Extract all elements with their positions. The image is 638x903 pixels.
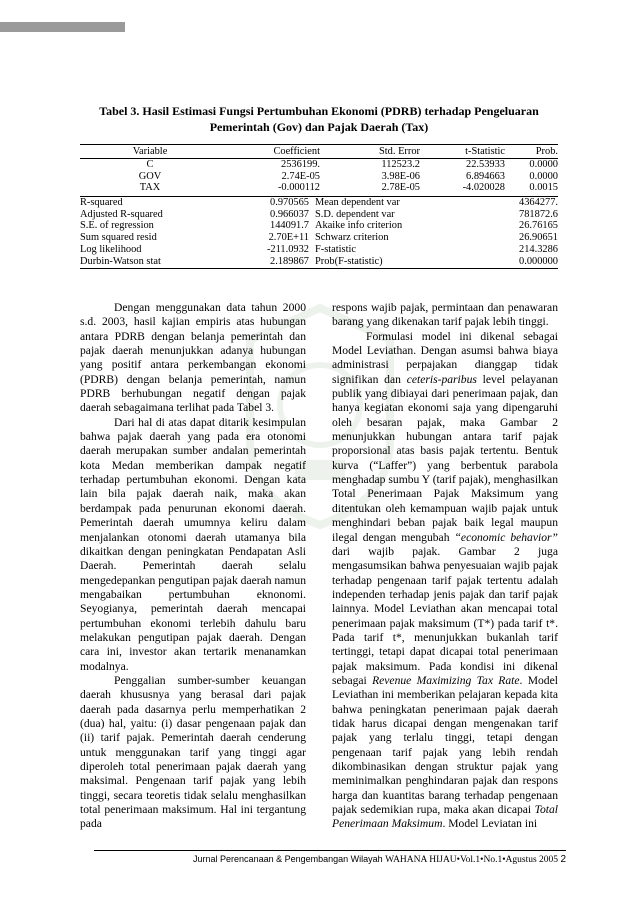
summary-label-right: Mean dependent var: [315, 196, 400, 208]
cell-std-error: 3.98E-06: [381, 170, 420, 182]
header-t-statistic: t-Statistic: [465, 146, 505, 157]
table-bottom-rule: [80, 268, 558, 269]
summary-value-left: 2.70E+11: [268, 232, 309, 244]
right-paragraph-2: [332, 330, 558, 832]
summary-value-right: 26.76165: [519, 220, 558, 232]
right-text-column: [332, 301, 558, 832]
italic-revenue-maximizing: Revenue Maximizing Tax Rate: [372, 673, 520, 687]
page-number: 2: [560, 854, 566, 865]
left-text-column: [80, 301, 306, 832]
summary-value-left: 0.970565: [270, 196, 309, 208]
cell-t-statistic: -4.020028: [462, 182, 505, 194]
cell-t-statistic: 22.53933: [466, 159, 505, 170]
summary-row: [80, 220, 558, 232]
summary-label-right: Schwarz criterion: [315, 232, 389, 244]
cell-coefficient: 2.74E-05: [281, 170, 320, 182]
summary-value-left: 0.966037: [270, 208, 309, 220]
page-footer: [94, 853, 566, 866]
summary-row: [80, 244, 558, 256]
italic-total-penerimaan: Total Penerimaan Maksimum: [332, 803, 558, 831]
cell-std-error: 112523.2: [381, 159, 420, 170]
regression-table: [80, 144, 558, 269]
summary-label-left: S.E. of regression: [80, 220, 154, 232]
summary-label-left: R-squared: [80, 196, 123, 208]
footer-journal-name: WAHANA HIJAU: [385, 855, 457, 865]
table-row: [80, 182, 558, 194]
table-row: [80, 171, 558, 183]
table-header-row: [80, 145, 558, 158]
summary-row: [80, 232, 558, 244]
cell-variable: C: [146, 159, 154, 170]
header-coefficient: Coefficient: [273, 146, 320, 157]
italic-ceteris-paribus: ceteris-paribus: [406, 372, 477, 386]
summary-label-left: Durbin-Watson stat: [80, 255, 161, 267]
summary-value-right: 26.90651: [519, 232, 558, 244]
text-run: dari wajib pajak. Gambar 2 juga mengasumsikan bahwa penyesuaian wajib pajak terhadap pengenaan tarif pajak tertentu adalah independen terhadap jenis pajak dan tarif pajak lainnya. Model Leviathan akan mencapai total penerimaan pajak maksimum (T*) pada tarif t*. Pada tarif t*, menunjukkan bukanlah tarif tertinggi, tetapi dapat dicapai total penerimaan pajak maksimum. Pada kondisi ini dikenal sebagai: [332, 544, 558, 687]
cell-variable: TAX: [139, 182, 161, 194]
cell-coefficient: -0.000112: [277, 182, 320, 194]
summary-value-left: 2.189867: [270, 255, 309, 267]
summary-value-right: 214.3286: [519, 243, 558, 255]
summary-label-left: Adjusted R-squared: [80, 208, 163, 220]
table-row: [80, 159, 558, 171]
left-paragraph-2: Dari hal di atas dapat ditarik kesimpulan bahwa pajak daerah yang pada era otonomi daerah merupakan sumber andalan pemerintah kota Medan memberikan dampak negatif terhadap pertumbuhan ekonomi. Dengan kata lain bila pajak daerah naik, maka akan berdampak pada penurunan ekonomi daerah. Pemerintah daerah umumnya keliru dalam menjalankan otonomi daerah utamanya bila dikaitkan dengan peningkatan Pendapatan Asli Daerah. Pemerintah daerah selalu mengedepankan pengutipan pajak daerah namun mengabaikan pertumbuhan eknonomi. Seyogianya, pemerintah daerah mencapai pertumbuhan ekonomi terlebih dahulu baru melakukan pengutipan pajak daerah. Dengan cara ini, investor akan tertarik menanamkan modalnya.: [80, 415, 306, 673]
text-run: . Model Leviatan ini: [442, 817, 538, 831]
cell-prob: 0.0000: [529, 170, 558, 182]
cell-std-error: 2.78E-05: [381, 182, 420, 194]
left-paragraph-3: Penggalian sumber-sumber keuangan daerah khususnya yang berasal dari pajak daerah pada dasarnya perlu memperhatikan 2 (dua) hal, yaitu: (i) dasar pengenaan pajak dan (ii) tarif pajak. Pemerintah daerah cenderung untuk menggunakan tarif yang tinggi agar diperoleh total penerimaan pajak daerah yang maksimal. Pengenaan tarif pajak yang lebih tinggi, secara teoretis tidak selalu menghasilkan total penerimaan maksimum. Hal ini tergantung pada: [80, 673, 306, 831]
summary-label-right: Akaike info criterion: [315, 220, 403, 232]
text-run: level pelayanan publik yang dibiayai dari penerimaan pajak, dan hanya kegiatan ekonomi saja yang dipengaruhi oleh besaran pajak, maka Gambar 2 menunjukkan hubungan antara tarif pajak proporsional atas basis pajak tertentu. Bentuk kurva (“Laffer”) yang berbentuk parabola menghadap sumbu Y (tarif pajak), menghasilkan Total Penerimaan Pajak Maksimum yang ditentukan oleh kemampuan wajib pajak untuk menghindari beban pajak baik legal maupun ilegal dengan mengubah: [332, 372, 558, 544]
summary-value-left: -211.0932: [266, 243, 309, 255]
cell-prob: 0.0015: [529, 182, 558, 194]
text-run: Formulasi model ini dikenal sebagai Model Leviathan. Dengan asumsi bahwa biaya administrasi perpajakan dianggap tidak signifikan dan: [332, 329, 558, 386]
footer-journal: Jurnal Perencanaan & Pengembangan Wilayah: [193, 854, 386, 864]
text-run: . Model Leviathan ini memberikan pelajaran kepada kita bahwa peningkatan penerimaan pajak daerah tidak harus dicapai dengan mengenakan tarif pajak yang terlalu tinggi, tetapi dengan pengenaan tarif pajak yang lebih rendah dikombinasikan dengan struktur pajak yang meminimalkan penghindaran pajak dan respons harga dan kuantitas barang terhadap pengenaan pajak sedemikian rupa, maka akan dicapai: [332, 673, 558, 817]
table-caption: [80, 103, 558, 135]
header-variable: Variable: [132, 146, 168, 157]
caption-line-2: Pemerintah (Gov) dan Pajak Daerah (Tax): [209, 120, 429, 134]
cell-variable: GOV: [138, 170, 162, 182]
header-std-error: Std. Error: [379, 146, 420, 157]
summary-value-right: 0.000000: [519, 255, 558, 267]
header-prob: Prob.: [535, 146, 558, 157]
summary-value-left: 144091.7: [270, 220, 309, 232]
summary-label-right: Prob(F-statistic): [315, 255, 383, 267]
summary-row: [80, 197, 558, 209]
summary-label-left: Sum squared resid: [80, 232, 157, 244]
summary-value-right: 781872.6: [519, 208, 558, 220]
summary-row: [80, 209, 558, 221]
top-gray-bar: [0, 22, 125, 32]
summary-label-right: S.D. dependent var: [315, 208, 395, 220]
caption-line-1: Tabel 3. Hasil Estimasi Fungsi Pertumbuhan Ekonomi (PDRB) terhadap Pengeluaran: [99, 104, 539, 118]
right-paragraph-1: respons wajib pajak, permintaan dan penawaran barang yang dikenakan tarif pajak lebih tinggi.: [332, 301, 558, 329]
cell-prob: 0.0000: [529, 159, 558, 170]
summary-label-right: F-statistic: [315, 243, 356, 255]
cell-t-statistic: 6.894663: [466, 170, 505, 182]
italic-economic-behavior: “economic behavior”: [454, 530, 558, 544]
summary-label-left: Log likelihood: [80, 243, 142, 255]
cell-coefficient: 2536199.: [281, 159, 320, 170]
footer-issue: •Vol.1•No.1•Agustus 2005: [456, 855, 559, 865]
left-paragraph-1: Dengan menggunakan data tahun 2000 s.d. 2003, hasil kajian empiris atas hubungan antara PDRB dengan belanja pemerintah dan pajak daerah menunjukkan adanya hubungan yang positif antara perkembangan ekonomi (PDRB) dengan belanja pemerintah, namun PDRB berhubungan negatif dengan pajak daerah sebagaimana terlihat pada Tabel 3.: [80, 301, 306, 415]
summary-value-right: 4364277.: [519, 196, 558, 208]
footer-rule: [94, 850, 566, 851]
summary-row: [80, 256, 558, 268]
